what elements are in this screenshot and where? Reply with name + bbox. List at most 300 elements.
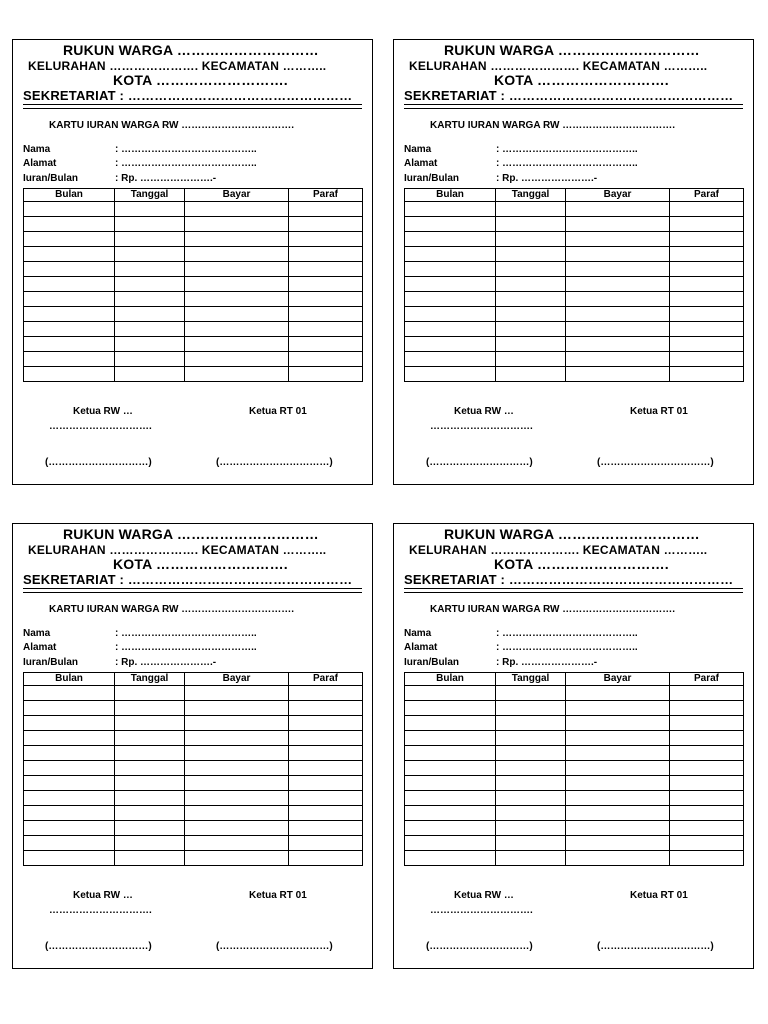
- table-cell: [670, 761, 744, 776]
- table-row: [24, 791, 363, 806]
- table-row: [405, 367, 744, 382]
- table-row: [24, 821, 363, 836]
- table-row: [405, 686, 744, 701]
- table-cell: [115, 292, 185, 307]
- table-cell: [185, 262, 289, 277]
- table-cell: [566, 701, 670, 716]
- col-bulan: Bulan: [24, 189, 115, 202]
- table-cell: [24, 686, 115, 701]
- table-cell: [670, 277, 744, 292]
- col-bulan: Bulan: [405, 673, 496, 686]
- table-cell: [670, 716, 744, 731]
- double-divider: [23, 588, 362, 593]
- table-cell: [289, 836, 363, 851]
- table-cell: [185, 806, 289, 821]
- table-cell: [496, 851, 566, 866]
- table-cell: [24, 821, 115, 836]
- table-cell: [185, 701, 289, 716]
- table-cell: [289, 761, 363, 776]
- col-bulan: Bulan: [405, 189, 496, 202]
- table-cell: [289, 776, 363, 791]
- table-header-row: [24, 673, 363, 686]
- kelurahan-kecamatan-line: KELURAHAN …………………. KECAMATAN ………..: [28, 59, 327, 73]
- table-cell: [670, 836, 744, 851]
- sekretariat-line: SEKRETARIAT : ……………………………………………: [23, 572, 353, 587]
- table-cell: [566, 686, 670, 701]
- table-cell: [670, 202, 744, 217]
- table-cell: [496, 202, 566, 217]
- ketua-rt-label: Ketua RT 01: [630, 406, 688, 417]
- table-cell: [566, 277, 670, 292]
- dues-card-3: [12, 523, 373, 969]
- ketua-rw-dots: ………………………….: [49, 905, 152, 916]
- table-cell: [185, 292, 289, 307]
- table-cell: [289, 277, 363, 292]
- table-cell: [496, 352, 566, 367]
- card-title: RUKUN WARGA …………………………: [63, 526, 319, 542]
- table-cell: [115, 791, 185, 806]
- table-row: [405, 701, 744, 716]
- ketua-rw-label: Ketua RW …: [454, 890, 514, 901]
- iuran-row: [23, 173, 216, 184]
- table-cell: [289, 262, 363, 277]
- table-cell: [670, 322, 744, 337]
- payment-table: [23, 672, 363, 866]
- table-cell: [496, 716, 566, 731]
- table-cell: [566, 731, 670, 746]
- table-cell: [670, 352, 744, 367]
- table-cell: [670, 217, 744, 232]
- table-cell: [566, 821, 670, 836]
- table-row: [405, 247, 744, 262]
- table-cell: [566, 352, 670, 367]
- table-row: [405, 292, 744, 307]
- double-divider: [404, 588, 743, 593]
- table-cell: [24, 247, 115, 262]
- double-divider: [23, 104, 362, 109]
- payment-table: [404, 188, 744, 382]
- table-cell: [24, 761, 115, 776]
- table-cell: [185, 217, 289, 232]
- table-cell: [115, 232, 185, 247]
- table-cell: [670, 232, 744, 247]
- table-cell: [185, 367, 289, 382]
- table-cell: [289, 716, 363, 731]
- table-row: [24, 776, 363, 791]
- table-cell: [670, 247, 744, 262]
- table-cell: [566, 337, 670, 352]
- table-cell: [115, 307, 185, 322]
- ketua-rt-label: Ketua RT 01: [249, 890, 307, 901]
- table-cell: [289, 686, 363, 701]
- table-row: [24, 352, 363, 367]
- signature-rt: (……………………………): [216, 941, 333, 952]
- table-cell: [185, 322, 289, 337]
- table-cell: [115, 776, 185, 791]
- kota-line: KOTA ……………………….: [113, 72, 288, 88]
- table-cell: [496, 701, 566, 716]
- table-row: [405, 322, 744, 337]
- table-row: [405, 791, 744, 806]
- table-cell: [185, 202, 289, 217]
- signature-rt: (……………………………): [216, 457, 333, 468]
- table-row: [405, 851, 744, 866]
- table-cell: [405, 217, 496, 232]
- table-cell: [496, 836, 566, 851]
- table-cell: [405, 836, 496, 851]
- payment-table: [23, 188, 363, 382]
- table-cell: [24, 262, 115, 277]
- table-row: [405, 337, 744, 352]
- table-cell: [115, 202, 185, 217]
- table-cell: [405, 202, 496, 217]
- table-cell: [566, 322, 670, 337]
- iuran-row: [23, 657, 216, 668]
- table-cell: [24, 701, 115, 716]
- table-cell: [115, 322, 185, 337]
- ketua-rw-dots: ………………………….: [430, 905, 533, 916]
- col-tanggal: Tanggal: [496, 189, 566, 202]
- card-heading: KARTU IURAN WARGA RW …………………………….: [430, 120, 675, 131]
- table-cell: [670, 746, 744, 761]
- col-tanggal: Tanggal: [496, 673, 566, 686]
- table-cell: [24, 352, 115, 367]
- table-cell: [566, 716, 670, 731]
- table-cell: [566, 836, 670, 851]
- alamat-label: Alamat: [23, 158, 57, 169]
- iuran-value: : Rp. ………………….-: [115, 657, 217, 668]
- table-cell: [670, 701, 744, 716]
- table-row: [24, 337, 363, 352]
- table-row: [24, 851, 363, 866]
- ketua-rw-dots: ………………………….: [49, 421, 152, 432]
- table-cell: [496, 247, 566, 262]
- table-cell: [405, 367, 496, 382]
- kota-line: KOTA ……………………….: [494, 556, 669, 572]
- table-cell: [115, 821, 185, 836]
- table-cell: [405, 731, 496, 746]
- table-cell: [566, 761, 670, 776]
- table-cell: [115, 367, 185, 382]
- table-row: [24, 232, 363, 247]
- table-cell: [670, 307, 744, 322]
- table-cell: [185, 686, 289, 701]
- table-cell: [24, 836, 115, 851]
- kelurahan-kecamatan-line: KELURAHAN …………………. KECAMATAN ………..: [409, 543, 708, 557]
- table-cell: [185, 761, 289, 776]
- table-cell: [405, 686, 496, 701]
- table-cell: [405, 701, 496, 716]
- table-cell: [289, 247, 363, 262]
- table-row: [24, 761, 363, 776]
- table-cell: [670, 851, 744, 866]
- table-row: [24, 686, 363, 701]
- table-row: [405, 806, 744, 821]
- signature-rt: (……………………………): [597, 457, 714, 468]
- table-row: [24, 217, 363, 232]
- table-cell: [496, 791, 566, 806]
- table-header-row: [24, 189, 363, 202]
- table-cell: [496, 232, 566, 247]
- card-heading: KARTU IURAN WARGA RW …………………………….: [430, 604, 675, 615]
- table-cell: [405, 716, 496, 731]
- table-cell: [496, 367, 566, 382]
- table-cell: [289, 232, 363, 247]
- table-cell: [185, 821, 289, 836]
- table-cell: [24, 202, 115, 217]
- sekretariat-line: SEKRETARIAT : ……………………………………………: [404, 88, 734, 103]
- table-cell: [496, 292, 566, 307]
- table-cell: [24, 217, 115, 232]
- table-cell: [670, 337, 744, 352]
- table-cell: [289, 352, 363, 367]
- table-cell: [670, 791, 744, 806]
- nama-label: Nama: [23, 144, 51, 155]
- table-cell: [405, 352, 496, 367]
- table-row: [24, 262, 363, 277]
- kota-line: KOTA ……………………….: [494, 72, 669, 88]
- table-cell: [566, 776, 670, 791]
- ketua-rw-label: Ketua RW …: [454, 406, 514, 417]
- table-cell: [185, 791, 289, 806]
- table-cell: [115, 686, 185, 701]
- table-row: [405, 352, 744, 367]
- table-cell: [24, 307, 115, 322]
- col-paraf: Paraf: [289, 189, 363, 202]
- table-cell: [24, 791, 115, 806]
- table-cell: [115, 352, 185, 367]
- table-cell: [496, 686, 566, 701]
- kota-line: KOTA ……………………….: [113, 556, 288, 572]
- table-row: [405, 746, 744, 761]
- table-cell: [405, 232, 496, 247]
- nama-row: [404, 628, 638, 639]
- table-cell: [289, 701, 363, 716]
- table-cell: [185, 716, 289, 731]
- table-cell: [670, 731, 744, 746]
- table-cell: [185, 776, 289, 791]
- ketua-rw-label: Ketua RW …: [73, 890, 133, 901]
- table-cell: [496, 776, 566, 791]
- kelurahan-kecamatan-line: KELURAHAN …………………. KECAMATAN ………..: [409, 59, 708, 73]
- card-title: RUKUN WARGA …………………………: [444, 42, 700, 58]
- table-cell: [566, 307, 670, 322]
- table-cell: [566, 217, 670, 232]
- table-cell: [24, 716, 115, 731]
- table-cell: [289, 307, 363, 322]
- table-cell: [289, 322, 363, 337]
- table-cell: [496, 277, 566, 292]
- table-cell: [289, 202, 363, 217]
- table-row: [24, 307, 363, 322]
- table-row: [24, 247, 363, 262]
- table-row: [24, 322, 363, 337]
- table-cell: [185, 851, 289, 866]
- table-cell: [405, 791, 496, 806]
- table-cell: [670, 262, 744, 277]
- iuran-label: Iuran/Bulan: [404, 173, 460, 184]
- nama-value: : …………………………………..: [496, 628, 638, 639]
- table-cell: [496, 217, 566, 232]
- table-row: [405, 307, 744, 322]
- table-row: [405, 716, 744, 731]
- table-cell: [115, 851, 185, 866]
- nama-label: Nama: [23, 628, 51, 639]
- table-cell: [670, 686, 744, 701]
- dues-card-2: [393, 39, 754, 485]
- table-cell: [405, 776, 496, 791]
- table-cell: [115, 761, 185, 776]
- table-cell: [115, 217, 185, 232]
- table-cell: [185, 836, 289, 851]
- table-cell: [566, 806, 670, 821]
- table-cell: [24, 731, 115, 746]
- table-cell: [566, 746, 670, 761]
- table-cell: [289, 821, 363, 836]
- alamat-value: : …………………………………..: [115, 642, 257, 653]
- table-cell: [185, 352, 289, 367]
- double-divider: [404, 104, 743, 109]
- table-row: [24, 701, 363, 716]
- table-cell: [496, 761, 566, 776]
- table-cell: [289, 731, 363, 746]
- table-cell: [115, 746, 185, 761]
- table-cell: [185, 746, 289, 761]
- table-row: [24, 731, 363, 746]
- alamat-value: : …………………………………..: [496, 642, 638, 653]
- alamat-row: [404, 642, 638, 653]
- table-cell: [24, 806, 115, 821]
- col-paraf: Paraf: [670, 189, 744, 202]
- table-cell: [24, 337, 115, 352]
- col-bayar: Bayar: [185, 673, 289, 686]
- alamat-row: [23, 642, 257, 653]
- alamat-label: Alamat: [23, 642, 57, 653]
- table-cell: [566, 367, 670, 382]
- iuran-row: [404, 657, 597, 668]
- card-title: RUKUN WARGA …………………………: [444, 526, 700, 542]
- table-cell: [289, 851, 363, 866]
- nama-label: Nama: [404, 144, 432, 155]
- table-cell: [405, 307, 496, 322]
- table-row: [405, 262, 744, 277]
- alamat-label: Alamat: [404, 642, 438, 653]
- table-cell: [405, 337, 496, 352]
- table-cell: [566, 851, 670, 866]
- table-cell: [115, 836, 185, 851]
- table-cell: [289, 217, 363, 232]
- col-bulan: Bulan: [24, 673, 115, 686]
- table-cell: [24, 776, 115, 791]
- iuran-label: Iuran/Bulan: [404, 657, 460, 668]
- table-cell: [496, 307, 566, 322]
- table-cell: [24, 292, 115, 307]
- table-row: [405, 836, 744, 851]
- table-cell: [405, 746, 496, 761]
- col-bayar: Bayar: [566, 673, 670, 686]
- table-cell: [289, 337, 363, 352]
- table-cell: [115, 806, 185, 821]
- table-cell: [115, 247, 185, 262]
- table-cell: [405, 277, 496, 292]
- table-cell: [115, 262, 185, 277]
- table-row: [24, 746, 363, 761]
- card-heading: KARTU IURAN WARGA RW …………………………….: [49, 604, 294, 615]
- col-bayar: Bayar: [185, 189, 289, 202]
- table-row: [24, 716, 363, 731]
- table-cell: [115, 731, 185, 746]
- table-cell: [670, 776, 744, 791]
- nama-row: [404, 144, 638, 155]
- table-cell: [566, 292, 670, 307]
- table-row: [405, 761, 744, 776]
- table-row: [405, 821, 744, 836]
- table-cell: [24, 277, 115, 292]
- table-row: [405, 217, 744, 232]
- table-cell: [115, 716, 185, 731]
- iuran-label: Iuran/Bulan: [23, 657, 79, 668]
- table-cell: [115, 337, 185, 352]
- table-cell: [496, 262, 566, 277]
- payment-table: [404, 672, 744, 866]
- signature-rw: (…………………………): [426, 457, 533, 468]
- table-cell: [289, 292, 363, 307]
- table-cell: [185, 731, 289, 746]
- table-cell: [566, 202, 670, 217]
- table-cell: [670, 806, 744, 821]
- card-title: RUKUN WARGA …………………………: [63, 42, 319, 58]
- table-cell: [670, 292, 744, 307]
- ketua-rw-dots: ………………………….: [430, 421, 533, 432]
- table-cell: [115, 277, 185, 292]
- table-cell: [24, 367, 115, 382]
- table-cell: [670, 367, 744, 382]
- table-cell: [405, 806, 496, 821]
- nama-row: [23, 628, 257, 639]
- table-cell: [185, 337, 289, 352]
- alamat-row: [23, 158, 257, 169]
- table-header-row: [405, 673, 744, 686]
- iuran-value: : Rp. ………………….-: [115, 173, 217, 184]
- table-row: [24, 277, 363, 292]
- table-row: [24, 806, 363, 821]
- table-cell: [496, 731, 566, 746]
- iuran-label: Iuran/Bulan: [23, 173, 79, 184]
- signature-rt: (……………………………): [597, 941, 714, 952]
- table-cell: [405, 322, 496, 337]
- table-cell: [496, 806, 566, 821]
- col-bayar: Bayar: [566, 189, 670, 202]
- table-cell: [566, 247, 670, 262]
- signature-rw: (…………………………): [45, 457, 152, 468]
- nama-label: Nama: [404, 628, 432, 639]
- dues-card-1: [12, 39, 373, 485]
- signature-rw: (…………………………): [45, 941, 152, 952]
- sekretariat-line: SEKRETARIAT : ……………………………………………: [404, 572, 734, 587]
- table-cell: [566, 262, 670, 277]
- alamat-value: : …………………………………..: [496, 158, 638, 169]
- table-row: [405, 202, 744, 217]
- card-heading: KARTU IURAN WARGA RW …………………………….: [49, 120, 294, 131]
- alamat-value: : …………………………………..: [115, 158, 257, 169]
- table-cell: [405, 761, 496, 776]
- table-row: [24, 292, 363, 307]
- table-cell: [24, 746, 115, 761]
- table-cell: [566, 232, 670, 247]
- nama-row: [23, 144, 257, 155]
- table-row: [405, 277, 744, 292]
- nama-value: : …………………………………..: [115, 628, 257, 639]
